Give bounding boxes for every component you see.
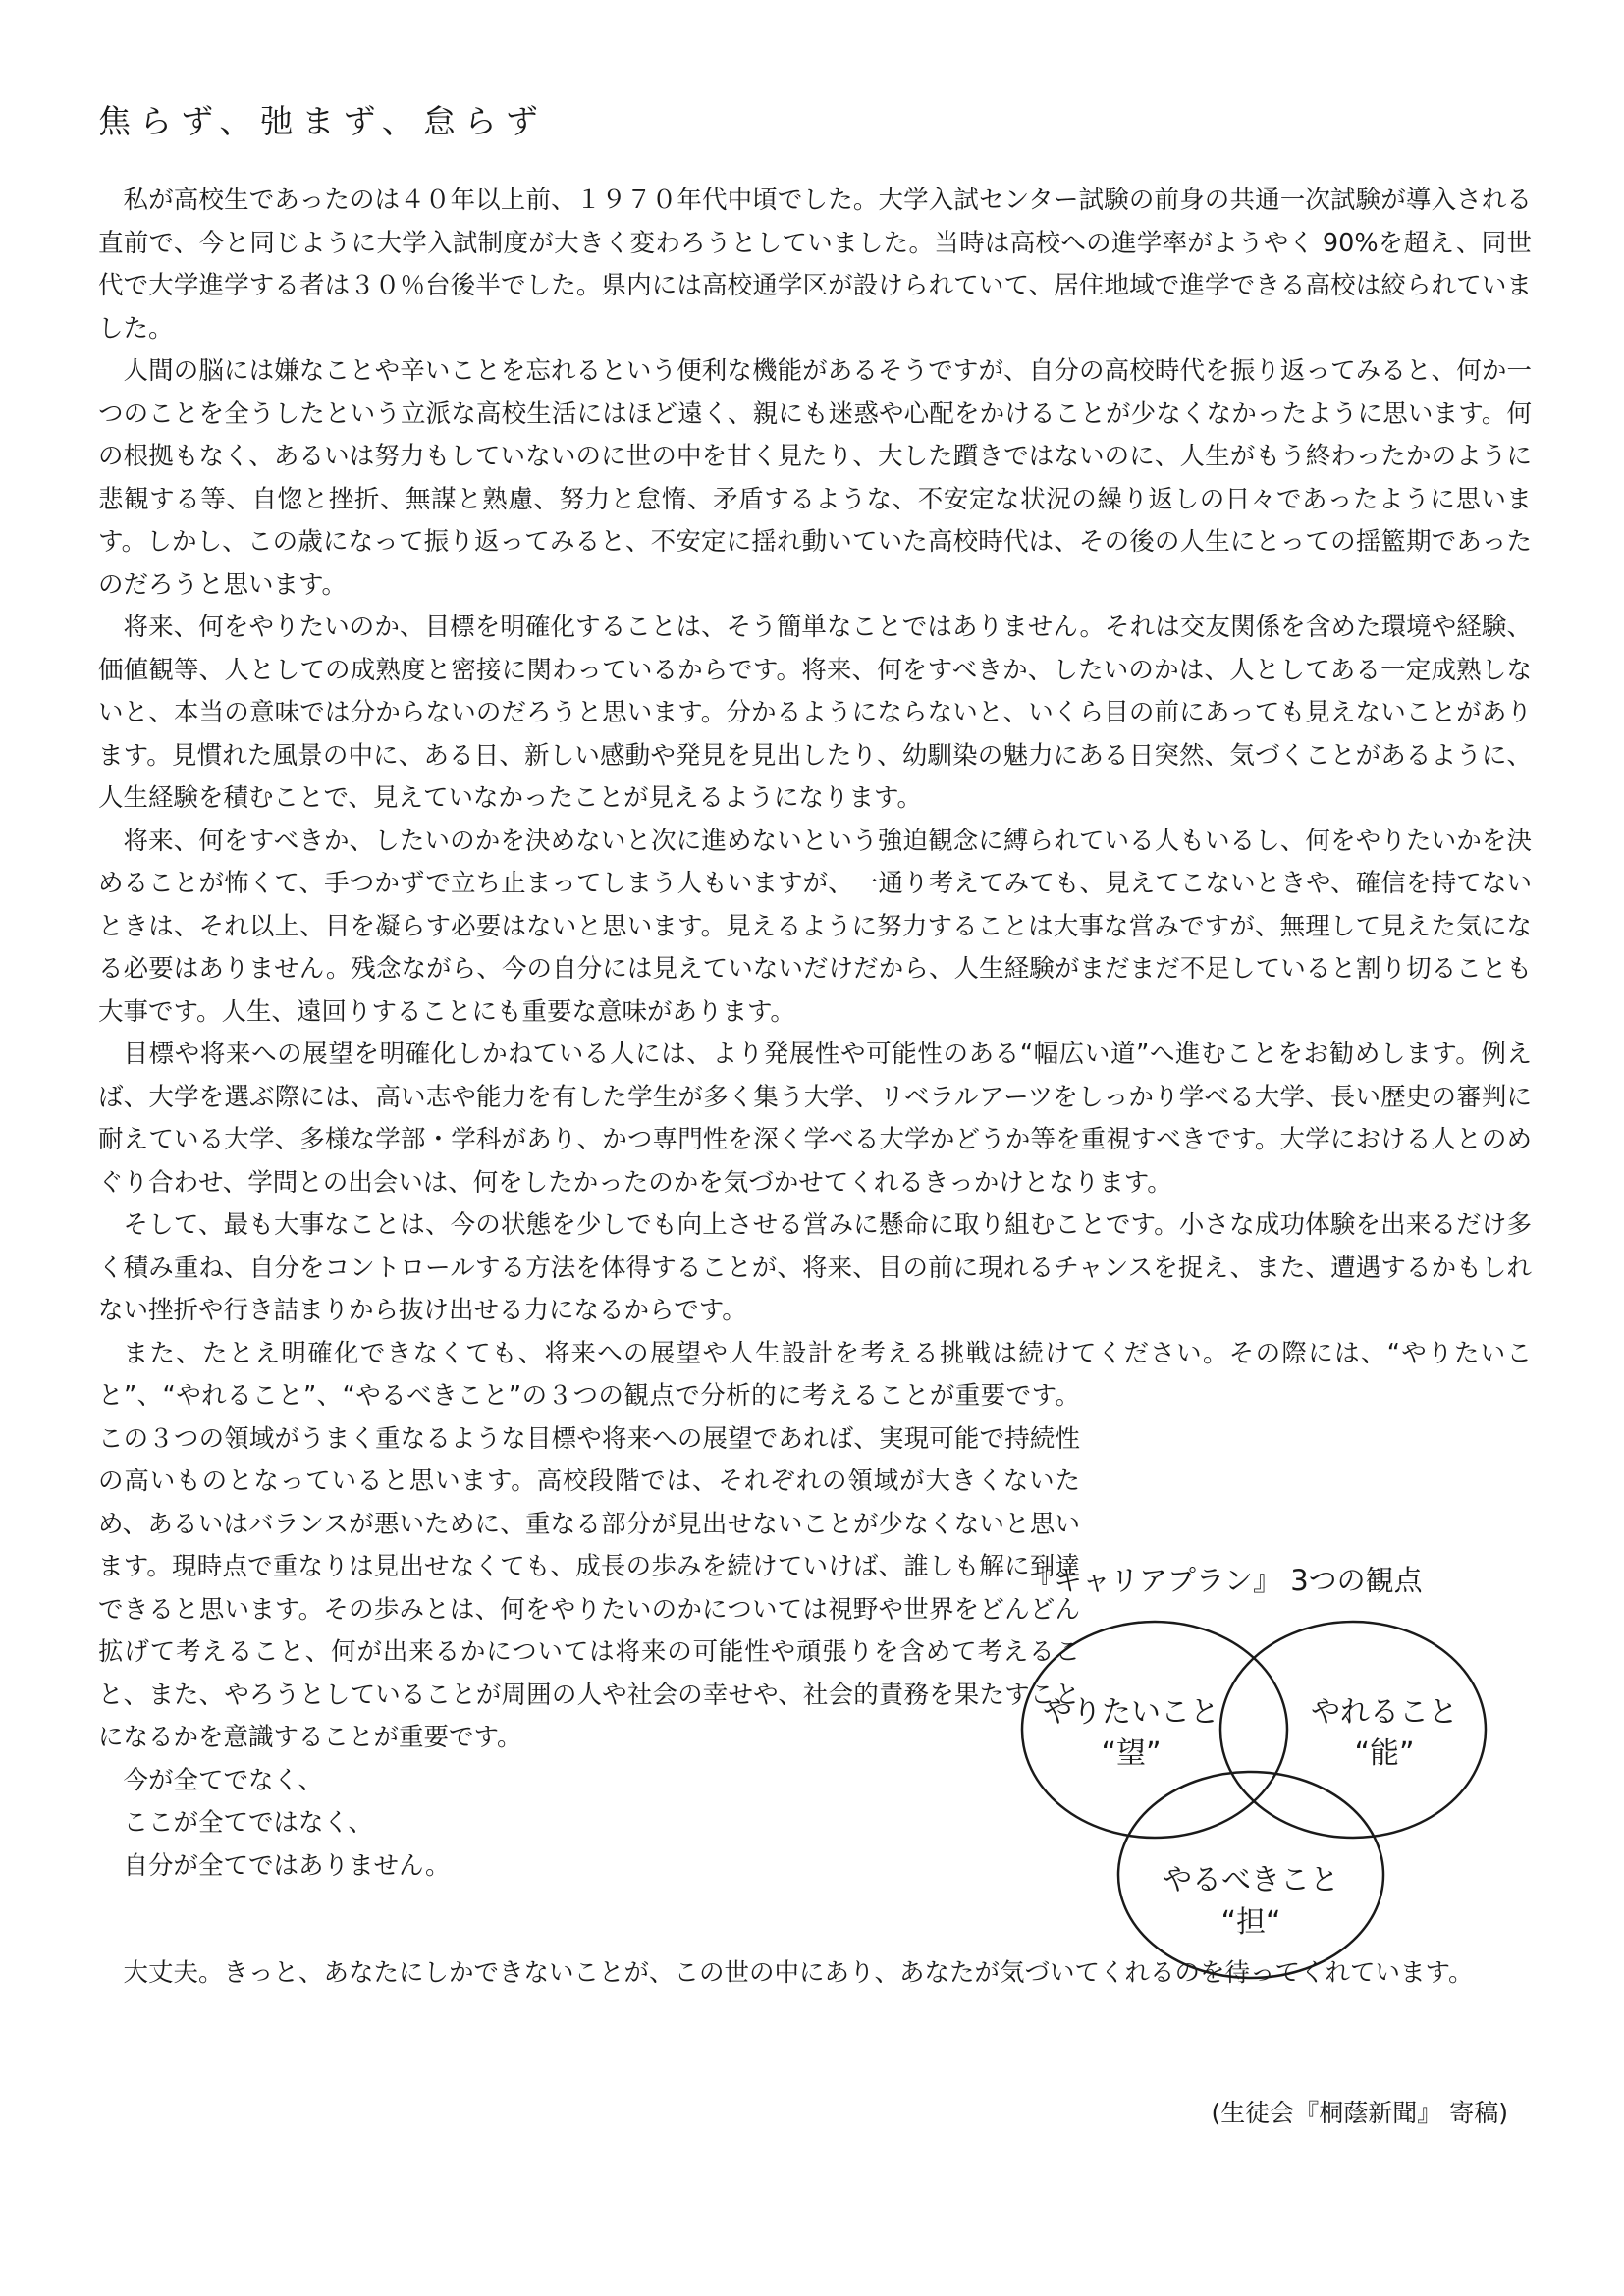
venn-circle-can [1220, 1622, 1486, 1838]
paragraph: 目標や将来への展望を明確化しかねている人には、より発展性や可能性のある“幅広い道”へ進むことをお勧めします。例えば、大学を選ぶ際には、高い志や能力を有した学生が多く集う大学、リベラルアーツをしっかり学べる大学、長い歴史の審判に耐えている大学、多様な学部・学科があり、かつ専門性を深く学べる大学かどうか等を重視すべきです。大学における人とのめぐり合わせ、学問との出会いは、何をしたかったのかを気づかせてくれるきっかけとなります。 [98, 1040, 1532, 1198]
closing-line: 大丈夫。きっと、あなたにしかできないことが、この世の中にあり、あなたが気づいてくれるのを待ってくれています。 [123, 1957, 1474, 1988]
article-title: 焦らず、弛まず、怠らず [98, 102, 547, 140]
venn-sub-want: “望” [1101, 1736, 1162, 1771]
closing-line: 自分が全てではありません。 [123, 1850, 451, 1881]
paragraph: 私が高校生であったのは４０年以上前、１９７０年代中頃でした。大学入試センター試験の前身の共通一次試験が導入される直前で、今と同じように大学入試制度が大きく変わろうとしていました。当時は高校への進学率がようやく 90%を超え、同世代で大学進学する者は３０％台後半でした。県内には高校通学区が設けられていて、居住地域で進学できる高校は絞られていました。 [98, 186, 1532, 344]
venn-label-can: やれること [1311, 1695, 1458, 1730]
venn-diagram [1011, 1559, 1522, 1981]
venn-label-should: やるべきこと [1163, 1863, 1339, 1897]
paragraph: 将来、何をやりたいのか、目標を明確化することは、そう簡単なことではありません。それは交友関係を含めた環境や経験、価値観等、人としての成熟度と密接に関わっているからです。将来、何をすべきか、したいのかは、人としてある一定成熟しないと、本当の意味では分からないのだろうと思います。分かるようにならないと、いくら目の前にあっても見えないことがあります。見慣れた風景の中に、ある日、新しい感動や発見を見出したり、幼馴染の魅力にある日突然、気づくことがあるように、人生経験を積むことで、見えていなかったことが見えるようになります。 [98, 613, 1532, 813]
credit-line: (生徒会『桐蔭新聞』 寄稿) [1211, 2099, 1508, 2127]
paragraph: そして、最も大事なことは、今の状態を少しでも向上させる営みに懸命に取り組むことです。小さな成功体験を出来るだけ多く積み重ね、自分をコントロールする方法を体得することが、将来、目の前に現れるチャンスを捉え、また、遭遇するかもしれない挫折や行き詰まりから抜け出せる力になるからです。 [98, 1210, 1532, 1325]
venn-sub-can: “能” [1354, 1736, 1415, 1771]
diagram-title: 『キャリアプラン』 3つの観点 [1025, 1564, 1423, 1597]
venn-svg [1011, 1608, 1522, 1981]
paragraph: 将来、何をすべきか、したいのかを決めないと次に進めないという強迫観念に縛られている人もいるし、何をやりたいかを決めることが怖くて、手つかずで立ち止まってしまう人もいますが、一通り考えてみても、見えてこないときや、確信を持てないときは、それ以上、目を凝らす必要はないと思います。見えるように努力することは大事な営みですが、無理して見えた気になる必要はありません。残念ながら、今の自分には見えていないだけだから、人生経験がまだまだ不足していると割り切ることも大事です。人生、遠回りすることにも重要な意味があります。 [98, 826, 1532, 1027]
venn-sub-should: “担“ [1220, 1905, 1281, 1940]
paragraph: 人間の脳には嫌なことや辛いことを忘れるという便利な機能があるそうですが、自分の高校時代を振り返ってみると、何か一つのことを全うしたという立派な高校生活にはほど遠く、親にも迷惑や心配をかけることが少なくなかったように思います。何の根拠もなく、あるいは努力もしていないのに世の中を甘く見たり、大した躓きではないのに、人生がもう終わったかのように悲観する等、自惚と挫折、無謀と熟慮、努力と怠惰、矛盾するような、不安定な状況の繰り返しの日々であったように思います。しかし、この歳になって振り返ってみると、不安定に揺れ動いていた高校時代は、その後の人生にとっての揺籃期であったのだろうと思います。 [98, 356, 1533, 600]
closing-line: ここが全てではなく、 [123, 1808, 373, 1838]
paragraph: また、たとえ明確化できなくても、将来への展望や人生設計を考える挑戦は続けてください。その際には、“やりたいこと”、“やれること”、“やるべきこと”の３つの観点で分析的に考えることが重要です。この３つの領域がうまく重なるような目標や将来への展望であれば、実現可能で持続性の高いものとなっていると思います。高校段階では、それぞれの領域が大きくないため、あるいはバランスが悪いために、重なる部分が見出せないことが少なくないと思います。現時点で重なりは見出せなくても、成長の歩みを続けていけば、誰しも解に到達できると思います。その歩みとは、何をやりたいのかについては視野や世界をどんどん拡げて考えること、何が出来るかについては将来の可能性や頑張りを含めて考えること、また、やろうとしていることが周囲の人や社会の幸せや、社会的責務を果たすことになるかを意識することが重要です。 [98, 1338, 1532, 1752]
venn-label-want: やりたいこと [1043, 1695, 1219, 1730]
closing-line: 今が全てでなく、 [123, 1765, 323, 1795]
